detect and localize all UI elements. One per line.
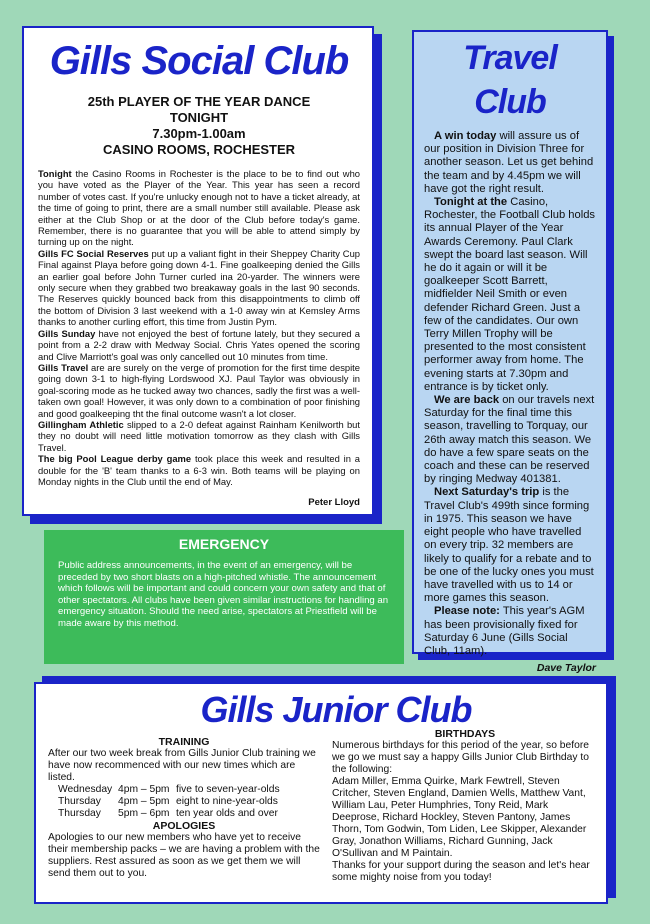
travel-paragraph-lead: We are back: [434, 394, 500, 407]
schedule-group: ten year olds and over: [176, 808, 278, 819]
travel-paragraph-body: is the Travel Club's 499th since forming in 1975. This season we have eight people who have travelled on every trip. 32 members are likely to qualify for a rebate and to be one of the lucky ones you must have travelled with us to 14 or more games this season.: [424, 486, 594, 605]
social-paragraph-lead: Gills FC Social Reserves: [38, 247, 149, 259]
social-paragraph: [38, 328, 360, 362]
social-paragraph-lead: Gills Travel: [38, 361, 89, 373]
schedule-time: 4pm – 5pm: [118, 784, 170, 795]
junior-club-title: Gills Junior Club: [200, 689, 472, 730]
travel-paragraph-lead: Please note:: [434, 605, 500, 618]
travel-paragraph: [424, 196, 596, 394]
training-text: After our two week break from Gills Junior Club training we have now recommenced with our new times which are listed.: [48, 748, 316, 783]
junior-left-column: [48, 736, 320, 880]
schedule-group: five to seven-year-olds: [176, 784, 280, 795]
schedule-group: eight to nine-year-olds: [176, 796, 278, 807]
travel-paragraph-body: This year's AGM has been provisionally fixed for Saturday 6 June (Gills Social Club, 11am).: [424, 605, 585, 657]
social-signature: Peter Lloyd: [308, 497, 360, 509]
emergency-text: Public address announcements, in the event of an emergency, will be preceded by two short blasts on a high-pitched whistle. The announcement which follows will be important and could concern your own safety and that of other spectators. All clubs have been given similar instructions for handling an emergency situation. Should the need arise, spectators at Priestfield will be made aware by this method.: [58, 560, 389, 629]
travel-club-title: Travel Club: [463, 39, 557, 121]
schedule-day: Wednesday: [58, 784, 113, 795]
social-paragraph-body: the Casino Rooms in Rochester is the place to be to find out who you have voted as the Player of the Year. This year has seen a record number of votes cast. If you're unlucky enough not to have a ticket already, at the time of going to print, there are a small number still available. Please ask either at the Club Shop or at the door of the Club before today's game. Remember, there is no guarantee that you will be able to attend simply by turning up on the night.: [38, 168, 360, 248]
junior-club-panel: [34, 682, 608, 904]
travel-paragraph: [424, 605, 596, 658]
social-paragraph-lead: The big Pool League derby game: [38, 453, 192, 465]
social-paragraph-body: have not enjoyed the best of fortune lately, but they secured a point from a 2-2 draw with Medway Social. Chris Yates opened the scoring and Clive Marriott's goal was only cancelled out 10 minutes from time.: [38, 327, 360, 362]
social-paragraph: [38, 453, 360, 487]
travel-club-panel: [412, 30, 608, 675]
travel-signature: Dave Taylor: [536, 662, 596, 675]
travel-paragraph-body: will assure us of our position in Division Three for another season. Let us get behind the team and by 4.45pm we will have got the right result.: [424, 130, 594, 195]
social-paragraph-lead: Gillingham Athletic: [38, 418, 124, 430]
social-paragraph: [38, 419, 360, 453]
training-heading: TRAINING: [158, 736, 210, 748]
schedule-time: 4pm – 5pm: [118, 796, 170, 807]
travel-paragraph-body: Casino, Rochester, the Football Club holds its annual Player of the Year Awards Ceremony. Paul Clark swept the board last season. Will he do it again or will it be goalkeeper Scott Barrett, midfielder Neil Smith or even defender Richard Green. Just a few of the candidates. Our own Terry Millen Trophy will be presented to the most consistent performer away from home. The evening starts at 7.30pm and entrance is by ticket only.: [424, 196, 596, 393]
travel-paragraph: [424, 486, 596, 605]
travel-paragraph-body: on our travels next Saturday for the final time this season, travelling to Torquay, our 26th away match this season. We do have a few spare seats on the coach and these can be reserved by ringing Medway 401381.: [424, 394, 595, 486]
travel-paragraph-lead: Tonight at the: [434, 196, 508, 209]
social-paragraph-body: slipped to a 2-0 defeat against Rainham Kenilworth but they no doubt will need little motivation tomorrow as they clash with Gills Travel.: [38, 418, 360, 453]
social-paragraph-body: are are surely on the verge of promotion for the first time despite going down 3-1 to high-flying Lordswood XJ. Paul Taylor was obviously in goal-scoring mode as he tucked away two chances, sadly the first was a well-taken own goal! However, it was only down to a combination of poor finishing and good goalkeeping tht the final outcome wasn't a lot closer.: [38, 361, 361, 419]
travel-paragraph-lead: Next Saturday's trip: [434, 486, 540, 499]
emergency-panel: [44, 530, 404, 664]
schedule-time: 5pm – 6pm: [118, 808, 170, 819]
apologies-heading: APOLOGIES: [152, 820, 216, 832]
birthdays-heading: BIRTHDAYS: [434, 728, 496, 740]
dance-line: 7.30pm-1.00am: [152, 126, 246, 141]
training-schedule: [58, 784, 320, 820]
social-paragraph-lead: Tonight: [38, 168, 72, 179]
birthdays-outro: Thanks for your support during the season and let's hear some mighty noise from you today!: [332, 860, 590, 883]
social-paragraph: [38, 168, 360, 248]
social-paragraph-lead: Gills Sunday: [38, 327, 96, 339]
travel-paragraph: [424, 394, 596, 486]
social-paragraph-body: took place this week and resulted in a double for the 'B' team thanks to a 6-3 win. Both teams will be playing on Monday nights in the Club until the end of May.: [38, 453, 360, 487]
social-club-panel: [22, 26, 374, 516]
social-paragraphs: [38, 168, 360, 487]
dance-line: CASINO ROOMS, ROCHESTER: [102, 142, 296, 157]
schedule-day: Thursday: [58, 796, 101, 807]
travel-paragraph-lead: A win today: [434, 130, 497, 142]
dance-announcement: [38, 94, 360, 158]
travel-paragraph: [424, 130, 596, 196]
birthdays-names: Adam Miller, Emma Quirke, Mark Fewtrell, Steven Critcher, Steven England, Damien Wells, Matthew Vant, William Lau, Peter Humphries, Tony Reid, Mark Deeprose, Richard Hockley, Steven Pantony, James Thorn, Tom Godwin, Tom Liden, Lee Skipper, Alexander Gray, Jonathon Williams, Richard Gunning, Jack O'Sullivan and M Paintain.: [332, 776, 587, 859]
social-club-title: Gills Social Club: [49, 39, 349, 83]
social-paragraph: [38, 362, 360, 419]
junior-right-column: [332, 728, 598, 884]
apologies-text: Apologies to our new members who have yet to receive their membership packs – we are having a problem with the suppliers. Rest assured as soon as we get them we will send them out to you.: [48, 832, 320, 879]
social-paragraph: [38, 248, 360, 328]
birthdays-intro: Numerous birthdays for this period of the year, so before we go we must say a happy Gills Junior Club Birthday to the following:: [332, 740, 589, 775]
social-paragraph-body: put up a valiant fight in their Sheppey Charity Cup Final against Playa before going down 4-1. Fine goalkeeping denied the Gills an earlier goal before John Turner curled ina 20-yarder. The winners were only secure when they grabbed two breakaway goals in the last 90 seconds. The Reserves quickly bounced back from this disappointments to climb off the bottom of Division 3 last weekend with a 1-0 away win at Kemsley Arms thanks to another curling effort, this time from Justin Pym.: [38, 247, 361, 328]
schedule-day: Thursday: [58, 808, 101, 819]
dance-line: TONIGHT: [169, 110, 229, 125]
dance-line: 25th PLAYER OF THE YEAR DANCE: [87, 94, 311, 109]
emergency-heading: EMERGENCY: [178, 536, 270, 552]
travel-paragraphs: [424, 130, 596, 658]
